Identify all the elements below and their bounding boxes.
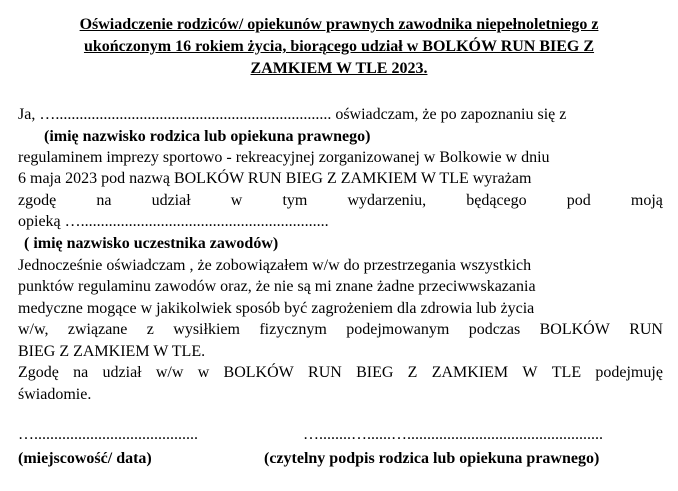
statement-line-6: Jednocześnie oświadczam , że zobowiązałem w/w do przestrzegania wszystkich xyxy=(18,257,532,274)
statement-line-3: 6 maja 2023 pod nazwą BOLKÓW RUN BIEG Z ZAMKIEM W TLE wyrażam xyxy=(18,170,532,187)
word: wysiłkiem xyxy=(173,321,240,338)
word: TLE xyxy=(551,364,582,381)
statement-line-2: regulaminem imprezy sportowo - rekreacyjnej zorganizowanej w Bolkowie w dniu xyxy=(18,149,550,166)
statement-line-12: świadomie. xyxy=(18,386,92,403)
title-line-3: ZAMKIEM W TLE 2023. xyxy=(250,60,428,77)
word: BOLKÓW xyxy=(223,364,294,381)
statement-line-5: opieką ….............................................................. xyxy=(18,213,329,230)
word: W xyxy=(522,364,538,381)
word: w/w xyxy=(155,364,184,381)
word: pod xyxy=(566,192,591,209)
statement-line-9 xyxy=(18,320,663,340)
statement-line-8: medyczne mogące w jakikolwiek sposób być zagrożeniem dla zdrowia lub życia xyxy=(18,300,535,317)
word: ZAMKIEM xyxy=(431,364,509,381)
statement-line-11 xyxy=(18,363,663,383)
statement-line-1: Ja, …..................................................................... oświadczam, że po zapoznaniu się z xyxy=(18,106,567,123)
word: będącego xyxy=(466,192,527,209)
word: moją xyxy=(630,192,663,209)
place-date-caption: (miejscowość/ data) xyxy=(18,450,152,467)
word: BIEG xyxy=(356,364,394,381)
word: na xyxy=(96,192,112,209)
word: podejmuję xyxy=(595,364,663,381)
place-date-field[interactable]: …......................................... xyxy=(18,426,198,443)
word: Z xyxy=(407,364,418,381)
word: związane xyxy=(67,321,128,338)
word: RUN xyxy=(308,364,342,381)
word: w xyxy=(230,192,243,209)
document-title xyxy=(18,14,660,80)
parent-name-caption: (imię nazwisko rodzica lub opiekuna prawnego) xyxy=(44,128,371,145)
statement-line-10: BIEG Z ZAMKIEM W TLE. xyxy=(18,343,206,360)
word: na xyxy=(73,364,89,381)
word: podczas xyxy=(468,321,521,338)
word: zgodę xyxy=(18,192,57,209)
word: BOLKÓW xyxy=(539,321,610,338)
word: fizycznym xyxy=(259,321,327,338)
signature-caption: (czytelny podpis rodzica lub opiekuna prawnego) xyxy=(264,450,600,467)
word: w xyxy=(197,364,210,381)
statement-line-7: punktów regulaminu zawodów oraz, że nie są mi znane żadne przeciwwskazania xyxy=(18,278,536,295)
word: tym xyxy=(282,192,308,209)
word: udział xyxy=(151,192,191,209)
word: RUN xyxy=(629,321,663,338)
word: wydarzeniu, xyxy=(347,192,427,209)
title-line-1: Oświadczenie rodziców/ opiekunów prawnych zawodnika niepełnoletniego z xyxy=(79,16,599,33)
word: podejmowanym xyxy=(346,321,450,338)
word: Zgodę xyxy=(18,364,59,381)
word: udział xyxy=(102,364,142,381)
word: w/w, xyxy=(18,321,49,338)
signature-field[interactable]: …........…......…................................................. xyxy=(303,426,603,443)
title-line-2: ukończonym 16 rokiem życia, biorącego udział w BOLKÓW RUN BIEG Z xyxy=(83,38,595,55)
participant-name-caption: ( imię nazwisko uczestnika zawodów) xyxy=(24,235,279,252)
word: z xyxy=(146,321,154,338)
statement-line-4 xyxy=(18,191,663,211)
